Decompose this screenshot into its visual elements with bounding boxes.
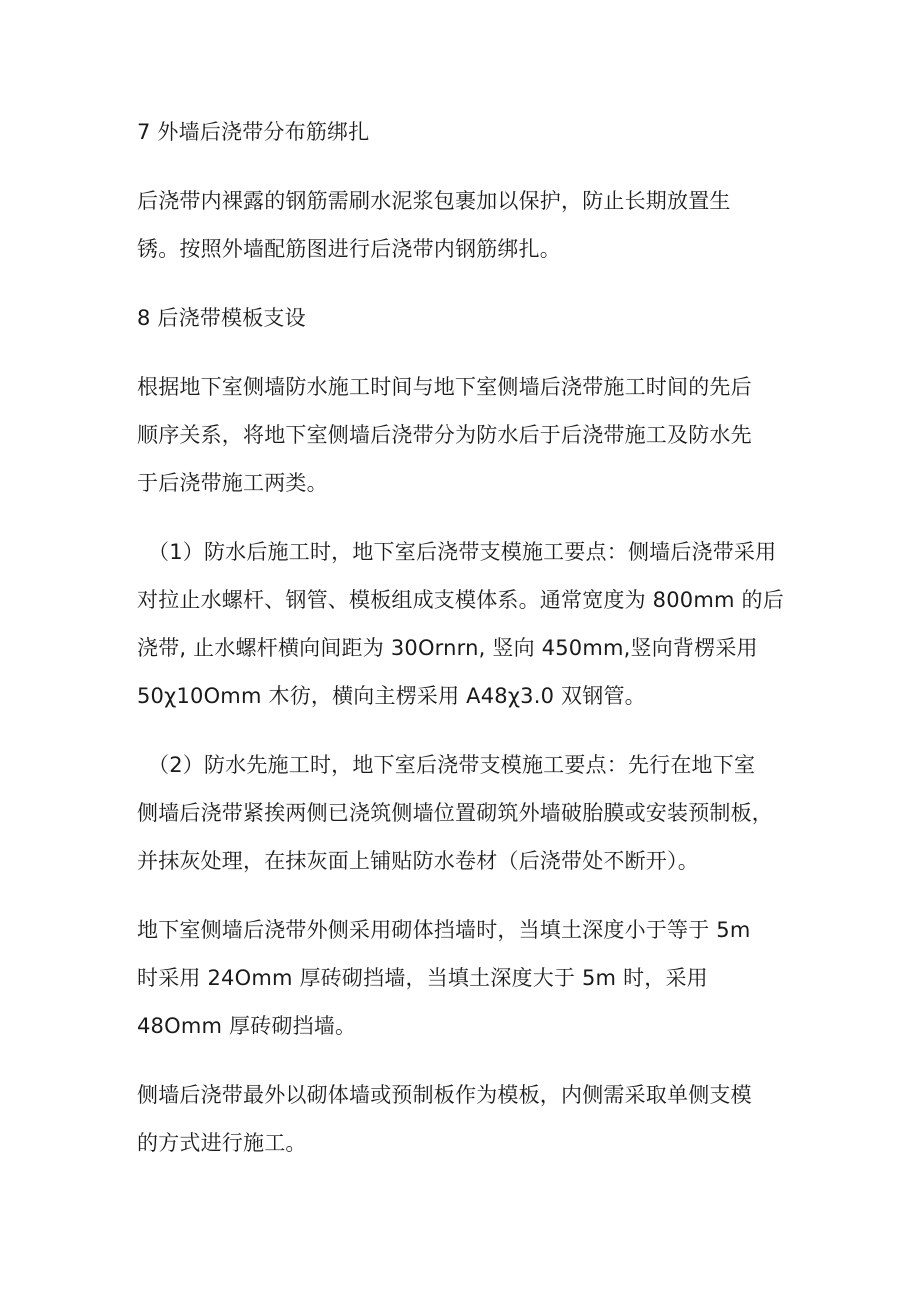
paragraph-line: 浇带, 止水螺杆横向间距为 30Ornrn, 竖向 450mm,竖向背楞采用 <box>137 636 758 660</box>
section-heading: 7 外墙后浇带分布筋绑扎 <box>137 120 370 144</box>
paragraph-line: （1）防水后施工时，地下室后浇带支模施工要点：侧墙后浇带采用 <box>148 540 777 564</box>
paragraph-line: 锈。按照外墙配筋图进行后浇带内钢筋绑扎。 <box>137 237 561 261</box>
paragraph-line: （2）防水先施工时，地下室后浇带支模施工要点：先行在地下室 <box>148 753 756 777</box>
paragraph-line: 的方式进行施工。 <box>137 1131 307 1155</box>
paragraph-line: 并抹灰处理，在抹灰面上铺贴防水卷材（后浇带处不断开）。 <box>137 849 699 873</box>
paragraph-line: 顺序关系，将地下室侧墙后浇带分为防水后于后浇带施工及防水先 <box>137 423 752 447</box>
paragraph-line: 侧墙后浇带最外以砌体墙或预制板作为模板，内侧需采取单侧支模 <box>137 1083 752 1107</box>
paragraph-line: 48Omm 厚砖砌挡墙。 <box>137 1014 357 1038</box>
paragraph-line: 对拉止水螺杆、钢管、模板组成支模体系。通常宽度为 800mm 的后 <box>137 588 784 612</box>
paragraph-line: 于后浇带施工两类。 <box>137 471 328 495</box>
paragraph-line: 地下室侧墙后浇带外侧采用砌体挡墙时，当填土深度小于等于 5m <box>137 918 751 942</box>
section-heading: 8 后浇带模板支设 <box>137 306 306 330</box>
paragraph-line: 时采用 24Omm 厚砖砌挡墙，当填土深度大于 5m 时，采用 <box>137 966 708 990</box>
paragraph-line: 50χ10Omm 木彷，横向主楞采用 A48χ3.0 双钢管。 <box>137 684 646 708</box>
paragraph-line: 侧墙后浇带紧挨两侧已浇筑侧墙位置砌筑外墙破胎膜或安装预制板， <box>137 801 773 825</box>
paragraph-line: 后浇带内裸露的钢筋需刷水泥浆包裹加以保护，防止长期放置生 <box>137 189 731 213</box>
paragraph-line: 根据地下室侧墙防水施工时间与地下室侧墙后浇带施工时间的先后 <box>137 375 752 399</box>
